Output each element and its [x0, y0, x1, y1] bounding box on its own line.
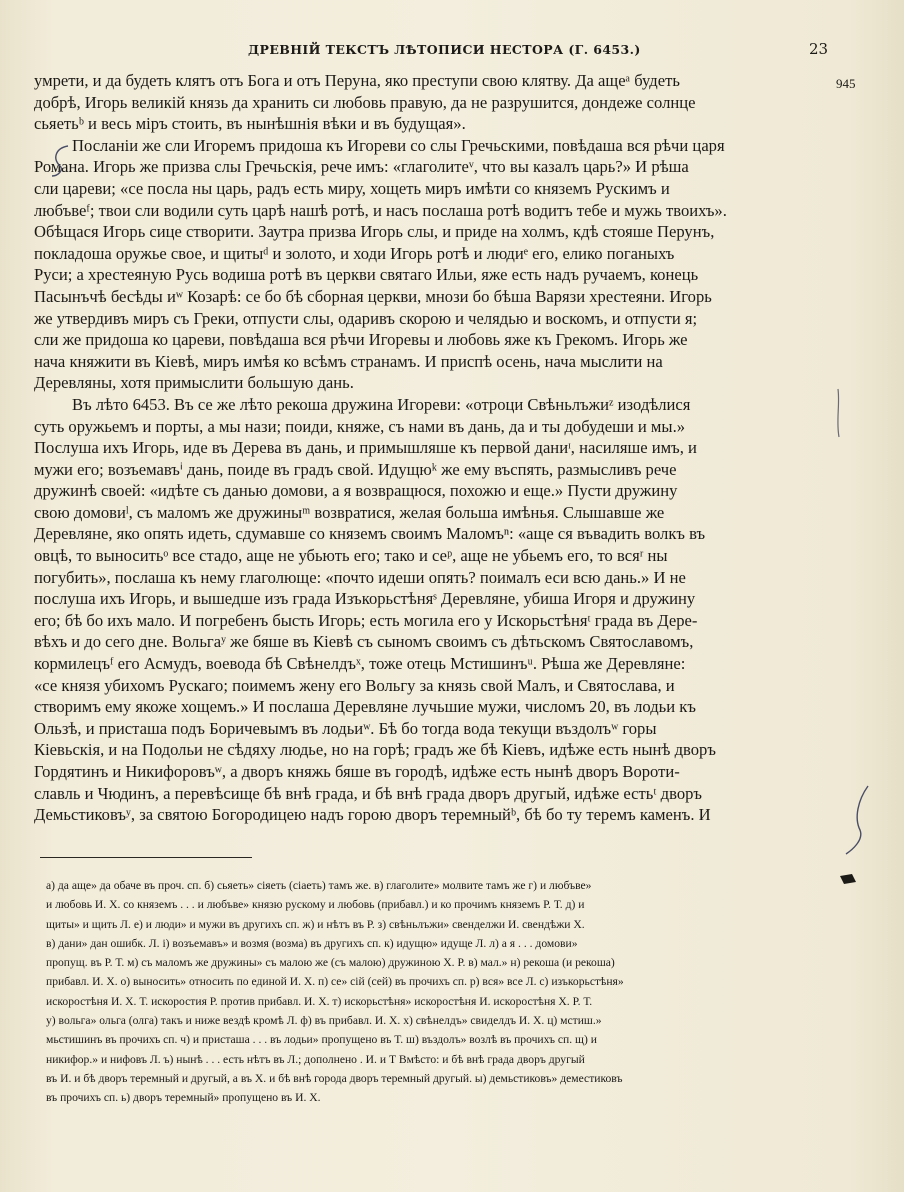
text-line: кормилецъᶠ его Асмудъ, воевода бѣ Свѣнелдъˣ, тоже отець Мстишинъᵘ. Рѣша же Деревляне: — [34, 654, 686, 674]
text-line: добрѣ, Игорь великій князь да хранить си любовь правую, да не разрушится, дондеже солнце — [34, 92, 696, 112]
text-line: Пасынъчѣ бесѣды иʷ Козарѣ: се бо бѣ сборная церкви, мнози бо бѣша Варязи хрестеяни. Игорь — [34, 286, 712, 306]
text-line: Деревляне, яко опять идеть, сдумавше со княземъ своимъ Маломъⁿ: «аще ся въвадить волкъ въ — [34, 524, 706, 544]
footnote-line: искоростѣня И. Х. Т. искоростия Р. против прибавл. И. Х. т) искорьстѣня» искоростѣня И. искоростѣня Х. Р. Т. — [46, 994, 593, 1008]
pencil-margin-line-mark — [830, 385, 860, 445]
text-line: сьяетьᵇ и весь міръ стоить, въ нынѣшнія вѣки и въ будущая». — [34, 114, 466, 134]
text-line: послуша ихъ Игорь, и вышедше изъ града Изъкорьстѣняˢ Деревляне, убиша Игоря и дружину — [34, 589, 696, 609]
footnote-line: въ прочихъ сп. ь) дворъ теремный» пропущено въ И. Х. — [46, 1091, 321, 1105]
pencil-bracket-mark — [46, 140, 76, 180]
text-line: Ользѣ, и присташа подъ Боричевымъ въ лодьиʷ. Бѣ бо тогда вода текущи въздолъʷ горы — [34, 718, 657, 738]
footnote-line: у) вольга» ольга (олга) такъ и ниже вездѣ кромѣ Л. ф) въ прибавл. И. Х. х) свѣнелдъ» свиделдъ И. Х. ц) мстиш.» — [46, 1014, 602, 1028]
margin-reference-number: 945 — [836, 76, 856, 91]
text-line: же утвердивъ миръ съ Греки, отпусти слы, одаривъ скорою и челядью и воскомъ, и отпусти я; — [34, 308, 698, 328]
footnote-line: пропущ. въ Р. Т. м) съ маломъ же дружины» съ малою же (съ малою) дружиною Х. Р. в) мал.» н) рекоша (и рекоша) — [46, 956, 615, 970]
text-line: вѣхъ и до сего дне. Вольгаʸ же бяше въ Кіевѣ съ сыномъ своимъ съ дѣтьскомъ Святославомъ, — [34, 632, 694, 652]
text-line: Гордятинъ и Никифоровъʷ, а дворъ княжь бяше въ городѣ, идѣже есть нынѣ дворъ Вороти- — [34, 762, 680, 781]
footnote-line: в) дани» дан ошибк. Л. і) возъемавъ» и возмя (возма) въ другихъ сп. к) идущю» идуще Л. л) а я . . . домови» — [46, 936, 578, 950]
text-line: Въ лѣто 6453. Въ се же лѣто рекоша дружина Игореви: «отроци Свѣньлъжиᶻ изодѣлися — [72, 394, 691, 414]
text-line: суть оружьемъ и порты, а мы нази; поиди, княже, съ нами въ дань, да и ты добудеши и мы.» — [34, 416, 686, 436]
text-line: нача княжити въ Кіевѣ, миръ имѣя ко всѣмъ странамъ. И приспѣ осень, нача мыслити на — [34, 351, 663, 371]
text-line: его; бѣ бо ихъ мало. И погребенъ бысть Игорь; есть могила его у Искорьстѣняᵗ града въ Дере- — [34, 610, 698, 630]
footnotes-block — [46, 876, 836, 1108]
footnote-line: никифор.» и нифовъ Л. ъ) нынѣ . . . есть нѣтъ въ Л.; дополнено . И. и Т Вмѣсто: и бѣ внѣ града дворъ другый — [46, 1052, 585, 1066]
text-line: створимъ ему якоже хощемъ.» И послаша Деревляне лучьшие мужи, числомъ 20, въ лодьи къ — [34, 697, 696, 717]
pencil-curve-mark — [840, 780, 880, 860]
page-header — [0, 40, 904, 62]
text-line: сли цареви; «се посла ны царь, радъ есть миру, хощеть миръ имѣти со княземъ Рускимъ и — [34, 178, 670, 198]
text-line: Кіевьскія, и на Подольи не сѣдяху людье, но на горѣ; градъ же бѣ Кіевъ, идѣже есть нынѣ дворъ — [34, 740, 716, 760]
text-line: славль и Чюдинъ, а перевѣсище бѣ внѣ града, и бѣ внѣ града дворъ другый, идѣже естьᵗ дворъ — [34, 783, 703, 803]
text-line: Обѣщася Игорь сице створити. Заутра призва Игорь слы, и приде на холмъ, кдѣ стояше Перунъ, — [34, 222, 715, 242]
footnote-line: а) да аще» да обаче въ проч. сп. б) сьяеть» сіяеть (сіаеть) тамъ же. в) глаголите» молвите тамъ же г) и любъве» — [46, 879, 592, 892]
text-line: Послуша ихъ Игорь, иде въ Дерева въ дань, и примышляше къ первой даниᶦ, насиляше имъ, и — [34, 438, 697, 458]
footnote-line: мьстишинъ въ прочихъ сп. ч) и присташа . . . въ лодьи» пропущено въ Т. ш) въздолъ» возлѣ въ прочихъ сп. щ) и — [46, 1033, 597, 1047]
text-line: Руси; а хрестеяную Русь водиша ротѣ въ церкви святаго Ильи, яже есть надъ ручаемъ, конець — [34, 265, 699, 285]
text-line: Деревляны, хотя примыслити большую дань. — [34, 373, 354, 393]
text-line: мужи его; возъемавъⁱ дань, поиде въ градъ свой. Идущюᵏ же ему въспять, размысливъ рече — [34, 459, 677, 479]
text-line: любъвеᶠ; твои сли водили суть царѣ нашѣ ротѣ, и насъ послаша ротѣ водитъ тебе и мужь твоихъ». — [34, 200, 727, 220]
page-number: 23 — [809, 40, 829, 58]
running-title: ДРЕВНІЙ ТЕКСТЪ ЛѢТОПИСИ НЕСТОРА (Г. 6453.) — [248, 42, 641, 57]
footnote-line: и любовь И. Х. со княземъ . . . и любъве» князю рускому и любовь (прибавл.) и ко прочимъ княземъ Р. Т. д) и — [46, 898, 585, 912]
text-line: Посланіи же сли Игоремъ придоша къ Игореви со слы Гречьскими, повѣдаша вся рѣчи царя — [72, 135, 725, 155]
text-line: свою домовиˡ, съ маломъ же дружиныᵐ возвратися, желая больша имѣнья. Слышавше же — [34, 502, 665, 522]
ink-smudge-mark — [838, 872, 858, 886]
footnote-line: въ И. и бѣ дворъ теремный и другый, а въ Х. и бѣ внѣ города дворъ теремный другый. ы) демьстиковъ» деместиковъ — [46, 1071, 623, 1085]
text-line: Демьстиковъʸ, за святою Богородицею надъ горою дворъ теремныйᵇ, бѣ бо ту теремъ каменъ. И — [34, 805, 711, 825]
text-line: овцѣ, то выноситьᵒ все стадо, аще не убьють его; тако и сеᵖ, аще не убьемъ его, то всяʳ ны — [34, 546, 668, 566]
text-line: погубить», послаша къ нему глаголюще: «почто идеши опять? поималъ еси всю дань.» И не — [34, 567, 686, 587]
text-line: Романа. Игорь же призва слы Гречьскія, рече имъ: «глаголитеᵛ, что вы казалъ царь?» И рѣша — [34, 157, 689, 177]
footnote-line: щиты» и щить Л. е) и люди» и мужи въ другихъ сп. ж) и нѣтъ въ Р. з) свѣньлъжи» свенделжи И. свендѣжи Х. — [46, 917, 585, 931]
text-line: покладоша оружье свое, и щитыᵈ и золото, и ходи Игорь ротѣ и людиᵉ его, елико поганыхъ — [34, 243, 675, 263]
main-text-block — [34, 70, 824, 826]
footnote-separator-rule — [40, 857, 252, 858]
text-line: дружинѣ своей: «идѣте съ данью домови, а я возвращюся, похожю и еще.» Пусти дружину — [34, 481, 678, 501]
text-line: «се князя убихомъ Рускаго; поимемъ жену его Вольгу за князь свой Малъ, и Святослава, и — [34, 675, 675, 695]
text-line: сли же придоша ко цареви, повѣдаша вся рѣчи Игоревы и любовь яже къ Грекомъ. Игорь же — [34, 330, 688, 350]
text-line: умрети, и да будеть клятъ отъ Бога и отъ Перуна, яко преступи свою клятву. Да ащеᵃ будеть — [34, 71, 680, 90]
footnote-line: прибавл. И. Х. о) выносить» относить по единой И. Х. п) се» сій (сей) въ прочихъ сп. р) вся» все Л. с) изъкорьстѣня» — [46, 975, 624, 989]
